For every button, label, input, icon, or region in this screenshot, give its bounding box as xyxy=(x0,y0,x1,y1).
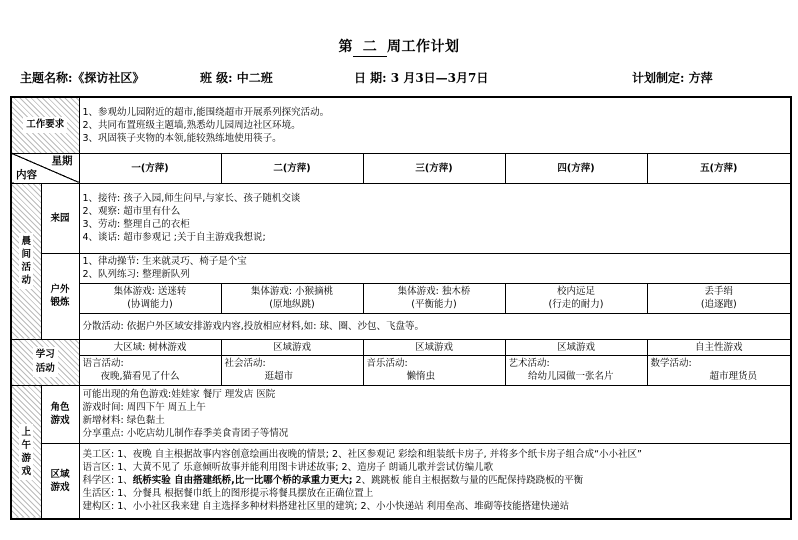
study-label: 学习 活动 xyxy=(33,347,58,377)
activity-content: 逛超市 xyxy=(264,371,294,382)
arrival-label: 来园 xyxy=(41,183,79,253)
study-activity-row xyxy=(11,355,791,385)
game-name: 丢手绢 xyxy=(704,286,734,297)
study-activity-fri xyxy=(647,355,791,385)
title-prefix: 第 xyxy=(338,39,353,55)
page-title xyxy=(0,36,798,57)
study-area-mon: 大区域: 树林游戏 xyxy=(79,339,221,355)
outdoor-game-tue xyxy=(221,283,363,313)
goals-label: 工作要求 xyxy=(23,117,67,133)
goal-item: 1、参观幼儿园附近的超市,能围绕超市开展系列探究活动。 xyxy=(82,106,330,118)
title-suffix: 周工作计划 xyxy=(387,39,460,55)
weekday-header: 星期 xyxy=(51,154,73,167)
game-skill: (行走的耐力) xyxy=(548,299,604,310)
header-diagonal-cell xyxy=(11,153,79,183)
study-activity-tue xyxy=(221,355,363,385)
activity-content: 给幼儿园做一张名片 xyxy=(528,371,614,382)
arrival-row xyxy=(11,183,791,253)
study-area-fri: 自主性游戏 xyxy=(647,339,791,355)
science-area-highlight: 纸桥实验 自由搭建纸桥,比一比哪个桥的承重力更大; xyxy=(132,475,353,487)
class-name: 班 级: 中二班 xyxy=(200,71,273,85)
morning-label: 晨 间 活 动 xyxy=(19,233,33,289)
goal-item: 3、巩固筷子夹物的本领,能较熟练地使用筷子。 xyxy=(82,132,282,144)
game-name: 校内远足 xyxy=(557,286,596,297)
arrival-item: 1、接待: 孩子入园,师生问早,与家长、孩子随机交谈 xyxy=(82,193,301,204)
planner: 计划制定: 方萍 xyxy=(632,71,713,85)
role-play-item: 游戏时间: 周四下午 周五上午 xyxy=(82,402,206,413)
activity-content: 超市理货员 xyxy=(709,371,758,382)
role-play-content xyxy=(79,385,791,443)
study-activity-wed xyxy=(363,355,505,385)
game-skill: (平衡能力) xyxy=(411,299,457,310)
game-name: 集体游戏: 独木桥 xyxy=(397,286,471,297)
activity-content: 懒惰虫 xyxy=(406,371,436,382)
activity-content: 夜晚,猫看见了什么 xyxy=(100,371,180,382)
outdoor-game-wed xyxy=(363,283,505,313)
week-number: 二 xyxy=(353,36,387,57)
day-header-thu: 四(方萍) xyxy=(505,153,647,183)
content-header: 内容 xyxy=(16,168,37,181)
language-area: 语言区: 1、大黄不见了 乐意倾听故事并能利用图卡讲述故事; 2、造房子 朗诵儿歌并尝试仿编儿歌 xyxy=(82,462,494,474)
outdoor-games-row xyxy=(11,283,791,313)
goals-row xyxy=(11,97,791,153)
construction-area: 建构区: 1、小小社区我来建 自主选择多种材料搭建社区里的建筑; 2、小小快递站 利用垒高、堆砌等技能搭建快递站 xyxy=(82,501,570,513)
outdoor-game-fri xyxy=(647,283,791,313)
game-skill: (追逐跑) xyxy=(700,299,737,310)
outdoor-item: 2、队列练习: 整理新队列 xyxy=(82,269,190,280)
theme-name: 主题名称:《探访社区》 xyxy=(20,71,145,85)
game-name: 集体游戏: 小猴摘桃 xyxy=(250,286,334,297)
date-range: 日 期: 3 月3日—3月7日 xyxy=(354,71,489,85)
day-header-tue: 二(方萍) xyxy=(221,153,363,183)
role-play-item: 新增材料: 绿色黏土 xyxy=(82,415,165,426)
outdoor-item: 1、律动操节: 生来就灵巧、椅子是个宝 xyxy=(82,256,247,267)
outdoor-exercise-content xyxy=(79,253,791,283)
day-header-fri: 五(方萍) xyxy=(647,153,791,183)
outdoor-row-exercise xyxy=(11,253,791,283)
goals-label-cell xyxy=(11,97,79,153)
role-play-label: 角色 游戏 xyxy=(41,385,79,443)
activity-title: 数学活动: xyxy=(650,358,692,369)
role-play-item: 分享重点: 小吃店幼儿制作春季美食青团子等情况 xyxy=(82,428,289,439)
area-play-label: 区域 游戏 xyxy=(41,443,79,519)
outdoor-game-mon xyxy=(79,283,221,313)
study-activity-mon xyxy=(79,355,221,385)
outdoor-label: 户外 锻炼 xyxy=(41,253,79,339)
game-skill: (协调能力) xyxy=(127,299,173,310)
area-play-content xyxy=(79,443,791,519)
activity-title: 社会活动: xyxy=(224,358,266,369)
role-play-item: 可能出现的角色游戏:娃娃家 餐厅 理发店 医院 xyxy=(82,389,276,400)
arrival-item: 2、观察: 超市里有什么 xyxy=(82,206,181,217)
forenoon-label: 上 午 游 戏 xyxy=(19,424,33,480)
outdoor-split-row xyxy=(11,313,791,339)
arrival-item: 4、谈话: 超市参观记 ;关于自主游戏我想说; xyxy=(82,232,266,243)
day-header-wed: 三(方萍) xyxy=(363,153,505,183)
study-area-tue: 区域游戏 xyxy=(221,339,363,355)
morning-section-cell xyxy=(11,183,41,339)
forenoon-section-cell xyxy=(11,385,41,519)
role-play-row xyxy=(11,385,791,443)
activity-title: 艺术活动: xyxy=(508,358,550,369)
game-skill: (原地纵跳) xyxy=(269,299,315,310)
study-area-wed: 区域游戏 xyxy=(363,339,505,355)
science-area xyxy=(83,474,788,487)
outdoor-split-activity: 分散活动: 依据户外区域安排游戏内容,投放相应材料,如: 球、圈、沙包、飞盘等。 xyxy=(79,313,791,339)
activity-title: 语言活动: xyxy=(82,358,124,369)
science-area-prefix: 科学区: 1、 xyxy=(82,475,133,487)
activity-title: 音乐活动: xyxy=(366,358,408,369)
goals-content xyxy=(79,97,791,153)
day-header-mon: 一(方萍) xyxy=(79,153,221,183)
header-row xyxy=(11,153,791,183)
area-play-row xyxy=(11,443,791,519)
weekly-plan-table xyxy=(10,96,792,520)
arrival-content xyxy=(79,183,791,253)
art-area: 美工区: 1、夜晚 自主根据故事内容创意绘画出夜晚的情景; 2、社区参观记 彩绘和组装纸卡房子, 并将多个纸卡房子组合成“小小社区” xyxy=(82,449,642,461)
study-activity-thu xyxy=(505,355,647,385)
outdoor-game-thu xyxy=(505,283,647,313)
life-area: 生活区: 1、分餐具 根据餐巾纸上的图形提示将餐具摆放在正确位置上 xyxy=(82,488,374,500)
arrival-item: 3、劳动: 整理自己的衣柜 xyxy=(82,219,190,230)
study-area-thu: 区域游戏 xyxy=(505,339,647,355)
study-area-row xyxy=(11,339,791,355)
goal-item: 2、共同布置班级主题墙,熟悉幼儿园周边社区环境。 xyxy=(82,119,301,131)
game-name: 集体游戏: 送迷转 xyxy=(113,286,187,297)
science-area-rest: 2、跳跳板 能自主根据数与量的匹配保持跷跷板的平衡 xyxy=(352,475,584,487)
study-label-cell xyxy=(11,339,79,385)
